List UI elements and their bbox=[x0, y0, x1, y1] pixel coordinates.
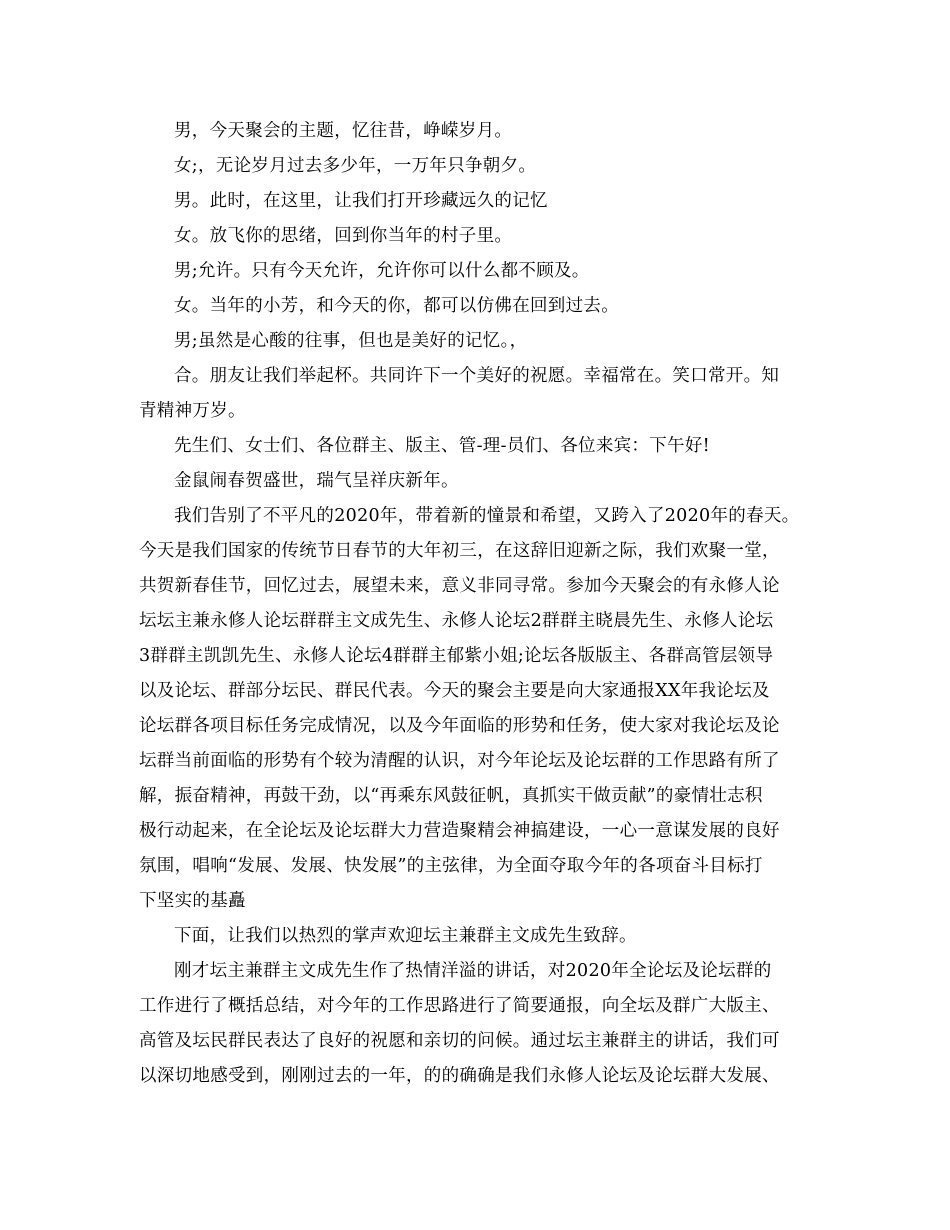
text-line: 坛坛主兼永修人论坛群群主文成先生、永修人论坛2群群主晓晨先生、永修人论坛 bbox=[139, 611, 774, 631]
text-line: 青精神万岁。 bbox=[139, 401, 246, 421]
text-line: 女;，无论岁月过去多少年，一万年只争朝夕。 bbox=[174, 156, 537, 176]
text-line: 以深切地感受到，刚刚过去的一年，的的确确是我们永修人论坛及论坛群大发展、 bbox=[139, 1066, 780, 1086]
text-line: 男;虽然是心酸的往事，但也是美好的记忆。， bbox=[174, 331, 528, 351]
text-line: 男，今天聚会的主题，忆往昔，峥嵘岁月。 bbox=[174, 121, 513, 141]
text-line: 共贺新春佳节，回忆过去，展望未来，意义非同寻常。参加今天聚会的有永修人论 bbox=[139, 576, 780, 596]
text-line: 工作进行了概括总结，对今年的工作思路进行了简要通报，向全坛及群广大版主、 bbox=[139, 996, 780, 1016]
text-line: 女。当年的小芳，和今天的你，都可以仿佛在回到过去。 bbox=[174, 296, 619, 316]
text-line: 极行动起来，在全论坛及论坛群大力营造聚精会神搞建设，一心一意谋发展的良好 bbox=[139, 821, 780, 841]
text-line: 论坛群各项目标任务完成情况，以及今年面临的形势和任务，使大家对我论坛及论 bbox=[139, 716, 780, 736]
text-line: 解，振奋精神，再鼓干劲，以“再乘东风鼓征帆，真抓实干做贡献”的豪情壮志积 bbox=[139, 786, 763, 806]
text-line: 以及论坛、群部分坛民、群民代表。今天的聚会主要是向大家通报XX年我论坛及 bbox=[139, 681, 770, 701]
text-line: 女。放飞你的思绪，回到你当年的村子里。 bbox=[174, 226, 513, 246]
text-line: 我们告别了不平凡的2020年，带着新的憧景和希望，又跨入了2020年的春天。 bbox=[174, 506, 800, 526]
text-line: 刚才坛主兼群主文成先生作了热情洋溢的讲话，对2020年全论坛及论坛群的 bbox=[174, 961, 772, 981]
text-line: 男;允许。只有今天允许，允许你可以什么都不顾及。 bbox=[174, 261, 590, 281]
text-line: 下面，让我们以热烈的掌声欢迎坛主兼群主文成先生致辞。 bbox=[174, 926, 637, 946]
text-line: 金鼠闹春贺盛世，瑞气呈祥庆新年。 bbox=[174, 471, 459, 491]
text-line: 高管及坛民群民表达了良好的祝愿和亲切的问候。通过坛主兼群主的讲话，我们可 bbox=[139, 1031, 780, 1051]
text-line: 3群群主凯凯先生、永修人论坛4群群主郁紫小姐;论坛各版版主、各群高管层领导 bbox=[139, 646, 774, 666]
text-line: 下坚实的基矗 bbox=[139, 891, 246, 911]
text-line: 先生们、女士们、各位群主、版主、管-理-员们、各位来宾：下午好! bbox=[174, 436, 710, 456]
text-line: 男。此时，在这里，让我们打开珍藏远久的记忆 bbox=[174, 191, 548, 211]
text-line: 今天是我们国家的传统节日春节的大年初三，在这辞旧迎新之际，我们欢聚一堂， bbox=[139, 541, 780, 561]
text-line: 合。朋友让我们举起杯。共同许下一个美好的祝愿。幸福常在。笑口常开。知 bbox=[174, 366, 780, 386]
document-body bbox=[139, 114, 829, 1094]
text-line: 坛群当前面临的形势有个较为清醒的认识，对今年论坛及论坛群的工作思路有所了 bbox=[139, 751, 780, 771]
text-line: 氛围，唱响“发展、发展、快发展”的主弦律，为全面夺取今年的各项奋斗目标打 bbox=[139, 856, 763, 876]
